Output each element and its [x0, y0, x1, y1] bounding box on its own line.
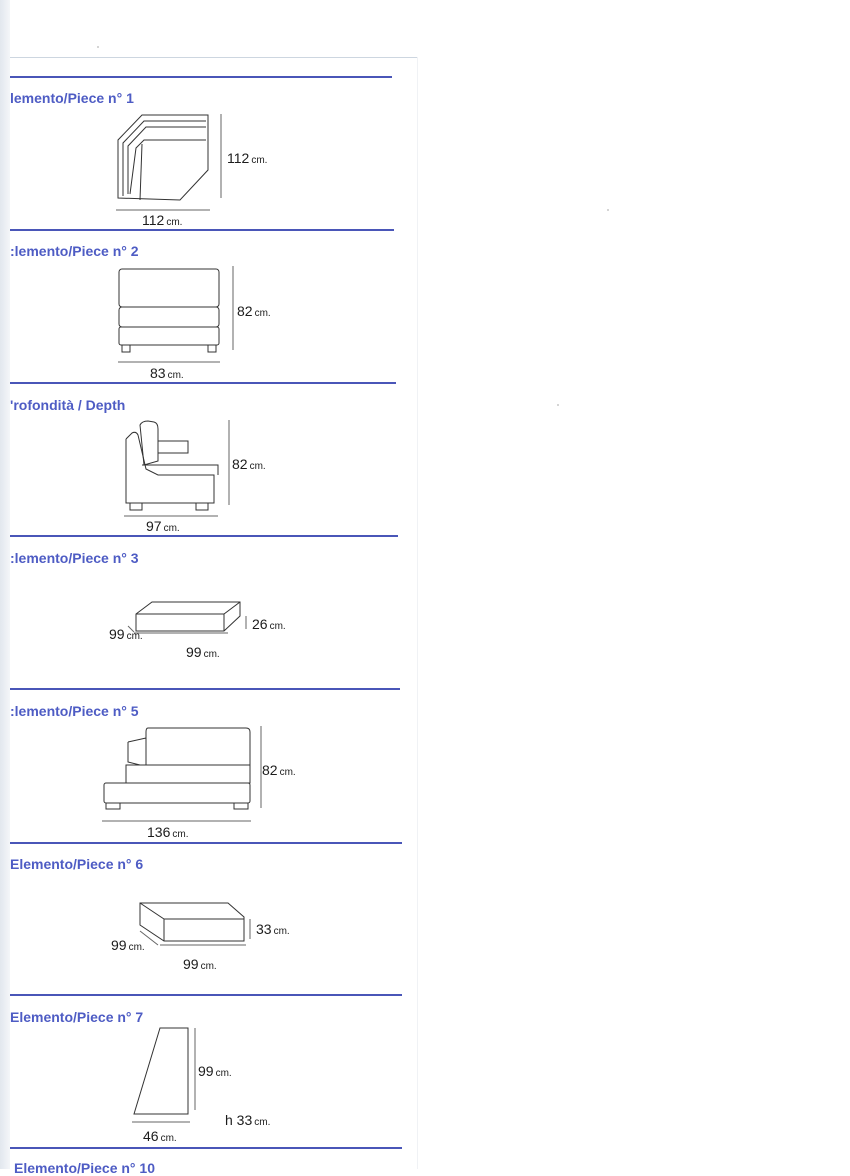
- section-divider: [10, 76, 392, 78]
- section-title-depth: 'rofondità / Depth: [10, 397, 126, 413]
- section-divider: [10, 229, 394, 231]
- piece-3-height: 26 cm.: [252, 616, 286, 632]
- piece-7-drawing: [126, 1024, 206, 1134]
- depth-height: 82 cm.: [232, 456, 266, 472]
- section-divider: [10, 688, 400, 690]
- section-title-piece-7: Elemento/Piece n° 7: [10, 1009, 144, 1025]
- section-title-piece-3: :lemento/Piece n° 3: [10, 550, 139, 566]
- section-divider: [10, 535, 398, 537]
- depth-profile-drawing: [118, 417, 243, 529]
- piece-5-height: 82 cm.: [262, 762, 296, 778]
- section-divider: [10, 1147, 402, 1149]
- piece-1-width: 112 cm.: [142, 212, 183, 228]
- piece-7-width: 46 cm.: [143, 1128, 177, 1144]
- section-title-piece-6: Elemento/Piece n° 6: [10, 856, 144, 872]
- piece-1-height: 112 cm.: [227, 150, 268, 166]
- depth-value: 97 cm.: [146, 518, 180, 534]
- piece-3-depth: 99 cm.: [109, 626, 143, 642]
- piece-7-seat-height: h 33 cm.: [225, 1112, 271, 1128]
- piece-3-width: 99 cm.: [186, 644, 220, 660]
- piece-2-height: 82 cm.: [237, 303, 271, 319]
- scan-speck: [557, 404, 559, 406]
- piece-6-height: 33 cm.: [256, 921, 290, 937]
- scan-speck: [607, 209, 609, 211]
- section-title-piece-1: lemento/Piece n° 1: [10, 90, 134, 106]
- section-divider: [10, 994, 402, 996]
- piece-3-drawing: [128, 594, 268, 644]
- page-top-edge: [10, 57, 418, 58]
- section-title-piece-5: :lemento/Piece n° 5: [10, 703, 139, 719]
- piece-2-drawing: [108, 262, 248, 374]
- scan-edge-shadow: [0, 0, 10, 1169]
- section-title-piece-10: Elemento/Piece n° 10: [14, 1160, 155, 1176]
- section-divider: [10, 842, 402, 844]
- piece-6-depth: 99 cm.: [111, 937, 145, 953]
- page-right-edge: [417, 57, 418, 1169]
- piece-7-height: 99 cm.: [198, 1063, 232, 1079]
- section-title-piece-2: :lemento/Piece n° 2: [10, 243, 139, 259]
- piece-6-width: 99 cm.: [183, 956, 217, 972]
- piece-6-drawing: [130, 895, 270, 950]
- piece-1-drawing: [108, 110, 283, 222]
- piece-5-drawing: [96, 720, 286, 832]
- piece-2-width: 83 cm.: [150, 365, 184, 381]
- section-divider: [10, 382, 396, 384]
- scan-speck: [97, 46, 99, 48]
- piece-5-width: 136 cm.: [147, 824, 189, 840]
